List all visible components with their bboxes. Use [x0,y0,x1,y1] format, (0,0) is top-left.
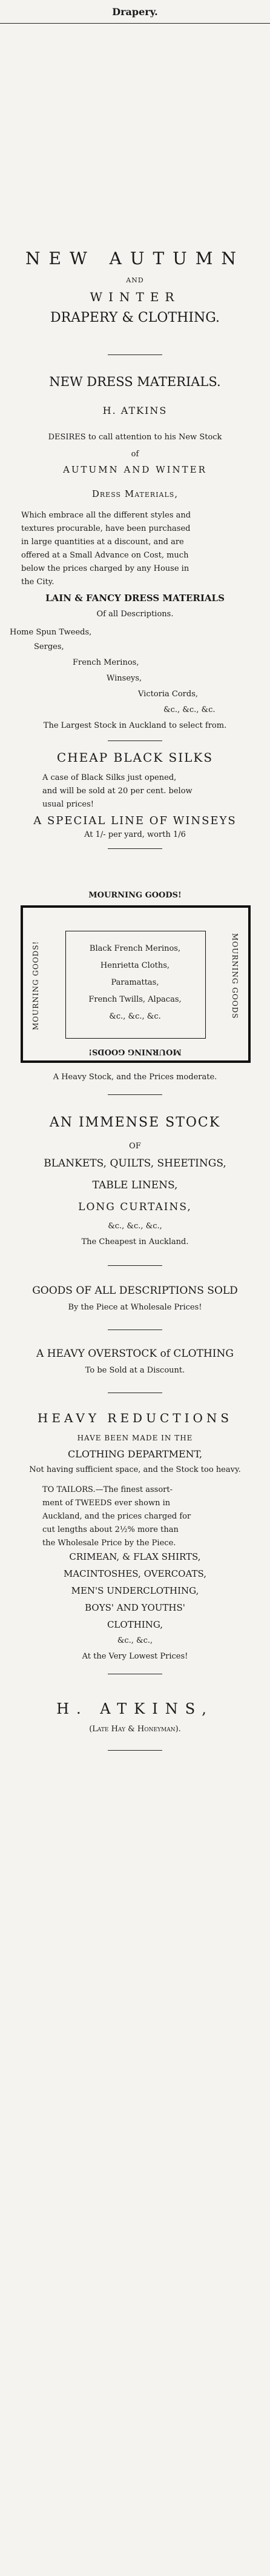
reductions-heading: HEAVY REDUCTIONS [37,1411,233,1425]
immense-l3: LONG CURTAINS, [78,1201,192,1213]
tailors-2: ment of TWEEDS ever shown in [42,1499,171,1508]
header-rule [0,23,270,24]
mourning-item-3: Paramattas, [111,978,159,987]
dress-p2: textures procurable, have been purchased [21,524,191,533]
tailors-3: Auckland, and the prices charged for [42,1512,191,1521]
dress-p3: in large quantities at a discount, and are [21,537,184,547]
divider-rule [108,354,162,355]
clothing-3: MEN'S UNDERCLOTHING, [71,1585,199,1596]
tailors-4: cut lengths about 2½% more than [42,1525,179,1534]
mourning-item-1: Black French Merinos, [89,944,181,953]
autumn-heading: NEW AUTUMN [25,248,245,268]
mourning-stock: A Heavy Stock, and the Prices moderate. [53,1073,217,1082]
clothing-lowest: At the Very Lowest Prices! [82,1652,188,1661]
reductions-made: HAVE BEEN MADE IN THE [77,1434,193,1442]
item-cords: Victoria Cords, [138,690,199,699]
winter-heading: WINTER [90,290,180,304]
autumn-and: AND [126,276,144,284]
winseys-heading: A SPECIAL LINE OF WINSEYS [33,814,237,827]
divider-rule [108,848,162,849]
dress-materials: Dress Materials, [91,488,179,499]
mourning-top: MOURNING GOODS! [88,891,182,900]
clothing-5: CLOTHING, [107,1619,163,1630]
dress-p5: below the prices charged by any House in [21,564,189,573]
item-merinos: French Merinos, [73,658,139,667]
lain-heading: LAIN & FANCY DRESS MATERIALS [45,593,225,604]
autumn-winter: AUTUMN AND WINTER [63,464,207,475]
mourning-item-2: Henrietta Cloths, [100,961,170,970]
section-title: Drapery. [112,6,158,18]
dress-largest: The Largest Stock in Auckland to select from. [43,721,227,730]
mourning-item-5: &c., &c., &c. [109,1012,161,1021]
item-tweeds: Home Spun Tweeds, [10,628,92,637]
clothing-4: BOYS' AND YOUTHS' [85,1602,185,1613]
goods-heading: GOODS OF ALL DESCRIPTIONS SOLD [32,1285,238,1297]
immense-etc: &c., &c., &c., [108,1222,162,1231]
silks-l1: A case of Black Silks just opened, [42,773,177,782]
winseys-price: At 1/- per yard, worth 1/6 [84,830,186,839]
reductions-dept: CLOTHING DEPARTMENT, [67,1448,203,1460]
clothing-2: MACINTOSHES, OVERCOATS, [63,1568,206,1579]
mourning-bottom: MOURNING GOODS! [88,1047,182,1056]
footer-late: (Late Hay & Honeyman). [89,1725,181,1734]
mourning-item-4: French Twills, Alpacas, [88,995,182,1004]
goods-sub: By the Piece at Wholesale Prices! [68,1303,202,1312]
overstock-heading: A HEAVY OVERSTOCK of CLOTHING [36,1348,234,1360]
dress-p1: Which embrace all the different styles and [21,511,191,520]
immense-of: OF [129,1142,141,1151]
dress-desires: DESIRES to call attention to his New Stock [48,433,222,442]
immense-l2: TABLE LINENS, [92,1179,178,1191]
lain-all: Of all Descriptions. [96,610,174,619]
immense-cheapest: The Cheapest in Auckland. [81,1237,189,1246]
dress-heading: NEW DRESS MATERIALS. [49,374,221,389]
item-winseys: Winseys, [107,674,142,683]
divider-rule [108,1750,162,1751]
immense-heading: AN IMMENSE STOCK [49,1115,221,1130]
atkins-name: H. ATKINS [102,405,168,416]
mourning-left: MOURNING GOODS! [31,940,40,1030]
dress-of: of [131,450,139,459]
clothing-etc: &c., &c., [117,1636,153,1645]
dress-p4: offered at a Small Advance on Cost, much [21,551,189,560]
divider-rule [108,1094,162,1095]
clothing-1: CRIMEAN, & FLAX SHIRTS, [69,1551,201,1562]
mourning-right: MOURNING GOODS [231,933,239,1019]
silks-l3: usual prices! [42,800,94,809]
silks-l2: and will be sold at 20 per cent. below [42,787,193,796]
tailors-1: TO TAILORS.—The finest assort- [42,1485,173,1494]
item-serges: Serges, [34,642,64,651]
drapery-clothing-heading: DRAPERY & CLOTHING. [50,310,220,325]
item-etc: &c., &c., &c. [163,705,216,714]
footer-name: H. ATKINS, [56,1700,214,1717]
tailors-5: the Wholesale Price by the Piece. [42,1539,176,1548]
dress-p6: the City. [21,577,54,587]
reductions-space: Not having sufficient space, and the Stock too heavy. [29,1465,241,1474]
silks-heading: CHEAP BLACK SILKS [56,750,214,765]
immense-l1: BLANKETS, QUILTS, SHEETINGS, [44,1157,226,1170]
overstock-sub: To be Sold at a Discount. [85,1366,185,1375]
divider-rule [108,1265,162,1266]
